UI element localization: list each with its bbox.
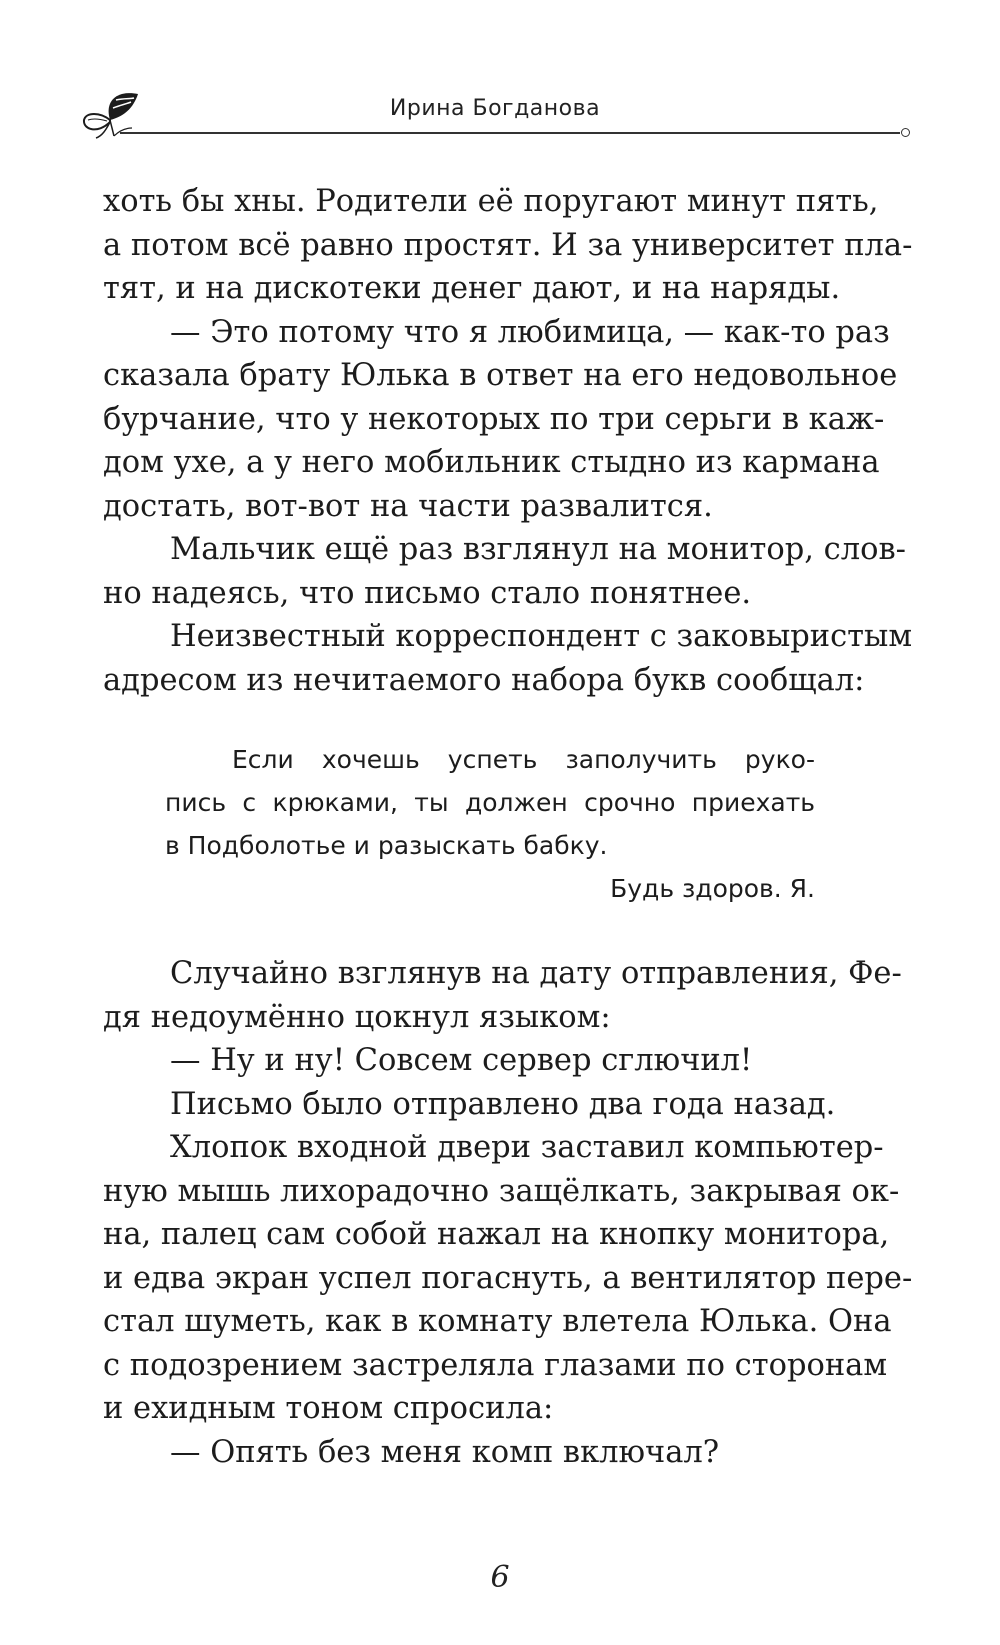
text-line: Случайно взглянув на дату отправления, Фе- [170, 956, 902, 991]
text-line: а потом всё равно простят. И за университет пла- [103, 227, 913, 263]
text-line: на, палец сам собой нажал на кнопку монитора, [103, 1217, 890, 1252]
page-number: 6 [490, 1560, 510, 1595]
text-line: Хлопок входной двери заставил компьютер- [170, 1130, 884, 1165]
text-line: — Опять без меня комп включал? [170, 1434, 720, 1470]
text-line: дом ухе, а у него мобильник стыдно из кармана [103, 445, 880, 480]
text-line: адресом из нечитаемого набора букв сообщал: [103, 662, 865, 698]
text-line: тят, и на дискотеки денег дают, и на наряды. [103, 271, 841, 306]
text-line: дя недоумённо цокнул языком: [103, 999, 611, 1035]
letter-line: в Подболотье и разыскать бабку. [165, 831, 608, 860]
header-rule-end-circle [901, 128, 910, 137]
text-line: Мальчик ещё раз взглянул на монитор, слов- [170, 532, 906, 567]
text-line: — Это потому что я любимица, — как-то раз [170, 314, 890, 350]
text-line: — Ну и ну! Совсем сервер сглючил! [170, 1043, 753, 1078]
text-line: хоть бы хны. Родители её поругают минут пять, [103, 184, 879, 219]
body-text-bottom [103, 952, 913, 1474]
text-line: сказала брату Юлька в ответ на его недовольное [103, 358, 898, 393]
text-line: и едва экран успел погаснуть, а вентилятор пере- [103, 1260, 913, 1296]
header-rule-line [120, 132, 900, 134]
text-line: бурчание, что у некоторых по три серьги в каж- [103, 401, 885, 437]
text-line: Письмо было отправлено два года назад. [170, 1086, 836, 1122]
body-text-top [103, 180, 913, 702]
text-line: ную мышь лихорадочно защёлкать, закрывая ок- [103, 1173, 900, 1209]
letter-line: пись с крюками, ты должен срочно приехать [165, 788, 815, 817]
header-rule [120, 126, 910, 140]
running-header-author: Ирина Богданова [389, 96, 601, 121]
quoted-letter [165, 738, 815, 910]
text-line: достать, вот-вот на части развалится. [103, 488, 713, 524]
text-line: и ехидным тоном спросила: [103, 1391, 554, 1426]
running-header [80, 82, 910, 152]
letter-line: Если хочешь успеть заполучить руко- [232, 745, 815, 774]
text-line: стал шуметь, как в комнату влетела Юлька. Она [103, 1304, 892, 1339]
letter-signature: Будь здоров. Я. [610, 874, 815, 903]
text-line: с подозрением застреляла глазами по сторонам [103, 1347, 888, 1383]
text-line: Неизвестный корреспондент с заковыристым [170, 619, 913, 654]
text-line: но надеясь, что письмо стало понятнее. [103, 575, 752, 611]
